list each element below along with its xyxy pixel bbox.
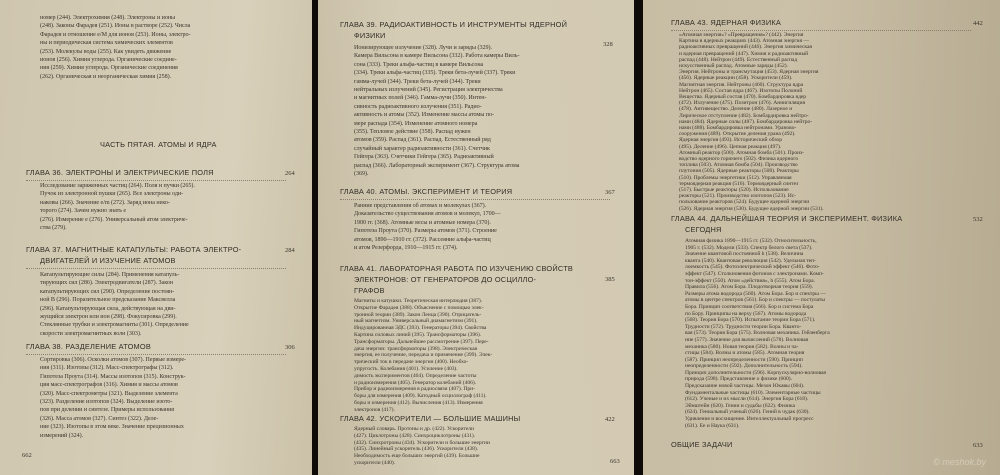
toc-line: Удивление и восхищение. Интеллектуальный прогресс [685,416,814,423]
toc-line: искусственный распад. Атомные заряды (452). [679,63,788,70]
toc-line: (253). Молекулы воды (255). Как увидеть движение [40,48,172,55]
page-number-left: 662 [22,452,32,459]
toc-line: боры и измерения (412). Вычисления (413). Измерения [354,399,483,406]
toc-line: трический ток в передаче энергии (400). Необхо- [354,359,469,366]
toc-line: кванта (540). Квантовая революция (542). Удельная теп- [685,257,816,264]
toc-line: (248). Законы Фарадея (251). Ионы в растворе (252). Числа [40,23,191,30]
toc-line: нейтральных излучений (345). Регистрация электричества [354,87,503,94]
chapter-42-page: 422 [605,416,615,423]
toc-line: Доказательство существования атомов и молекул, 1700— [354,211,501,218]
toc-line: (568). Теория Бора (570). Испытание теории Бора (571). [685,317,816,324]
toc-line: Картина силовых линий (395). Трансформаторы (396). [354,331,482,338]
chapter-40-title: ГЛАВА 40. АТОМЫ. ЭКСПЕРИМЕНТ И ТЕОРИЯ [340,187,513,196]
toc-line: тон-эффект (550). Атом «действия», h (555). Атом Бора. [685,277,815,284]
toc-line: жущийся электрон или ион (298). Фокусировка (299). [40,314,177,321]
chapter-41-title-2: ЭЛЕКТРОНОВ: ОТ ГЕНЕРАТОРОВ ДО ОСЦИЛЛО- [354,275,537,284]
chapter-42-text [354,426,619,467]
toc-line: сооружения (489). Открытие деления урана (492). [679,131,796,138]
chapter-40-text [354,202,619,252]
toc-line: Открытие Фарадея (388). Объяснение с помощью элек- [354,304,484,311]
toc-line: гамма-лучей (344). Треки бета-лучей (344). Треки [354,78,481,85]
toc-line: Предсказание новой частицы. Мезон Юкавы (604). [685,383,805,390]
toc-line: нами (488). Бомбардировка нейтронами. Ураново- [679,125,797,132]
toc-line: 1900 гг. (368). Атомные весы и атомные номера (370). [354,219,491,226]
toc-line: Атомный реактор (500). Атомная бомба (501). Произ- [679,149,804,156]
chapter-44-title-2: СЕГОДНЯ [685,225,722,234]
middle-page [318,0,634,475]
part-title: ЧАСТЬ ПЯТАЯ. АТОМЫ И ЯДРА [100,140,217,149]
toc-line: природа (598). Представление о физике (600). [685,376,792,383]
toc-line: (427). Циклотроны (428). Синхроциклотроны (431). [354,432,476,439]
toc-line: атомы в центре спектров (561). Бор и спектры — постулаты [685,297,825,304]
toc-line: Стеклянные трубки и электромагниты (301). Определение [40,322,189,329]
toc-line: атомов (359). Распад (361). Распад. Естественный ряд [354,137,491,144]
toc-line: активность и атомы (352). Изменение массы атомы по- [354,112,494,119]
chapter-39-text [354,44,619,179]
toc-line: Ионизирующее излучение (328). Лучи и заряды (329). [354,45,492,51]
toc-line: электронов (417). [354,406,395,413]
toc-line: упругость. Колебания (401). Усиление (403). [354,365,458,372]
toc-line: (612). Ученые и их мысли (614). Энергия Бора (618). [685,396,809,403]
watermark: © meshok.by [933,457,986,467]
toc-line: Энергия. Нейтроны и трансмутация (453). Ядерная энергия [679,69,819,76]
chapter-37-title-1: ГЛАВА 37. МАГНИТНЫЕ КАТАПУЛЬТЫ: РАБОТА ЭЛЕКТРО- [26,245,242,254]
toc-line: Эйнштейн (620). Гении и судьбы (622). Физика [685,402,795,409]
toc-line: ние (323). Изотопы в этом веке. Значение прецизионных [40,424,184,431]
general-tasks-page: 633 [973,442,983,449]
toc-line: Катапультирующие силы (284). Применения катапуль- [40,272,180,278]
toc-line: тронной теории (389). Закон Ленца (390). Отрицатель- [354,311,482,318]
toc-line: Вещества. Ядерный состав (470). Бомбардировка ядер [679,94,807,101]
toc-line: тирующих сил (286). Электродвигатели (287). Закон [40,280,174,287]
toc-line: боры для измерения (409). Катодный осциллограф (411). [354,393,487,400]
toc-line: пов при делении и синтезе. Примеры использования [40,407,175,414]
chapter-41-text [354,298,619,414]
toc-line: (472). Излучение (475). Позитрон (476). Аннигиляция [679,100,805,107]
toc-line: (587). Принцип неопределенности (590). Принцип [685,356,803,363]
toc-line: ния (259). Химия углерода. Органические соединения [40,65,178,72]
toc-line: ны и периодическая система химических элементов [40,40,173,47]
toc-line: (326). Масса атомов (327). Синтез (322). Деле- [40,415,159,422]
toc-line: (296). Катапультирующая сила, действующая на дви- [40,305,176,312]
toc-line: (435). Линейный ускоритель (436). Ускорители (438). [354,446,479,453]
page-number-middle: 663 [610,458,620,465]
toc-line: и радиоизмерения (405). Генератор колебаний (406). [354,379,477,386]
toc-line: плутония (505). Ядерные реакторы (508). Реакторы [679,168,799,175]
toc-line: (510). Проблемы энергетики (512). Управляемая [679,174,792,181]
toc-line: Картина в ядерных реакциях (443). Атомная энергия — [679,38,809,45]
toc-line: Магниты и катушки. Теоретическая интерлюдия (387). [354,298,483,304]
toc-line: (323). Разделение изотопов (324). Выделение изото- [40,399,173,406]
chapter-36-page: 264 [285,170,295,177]
toc-line: пользование реакторов (524). Будущее ядерной энергии [679,199,810,206]
toc-line: Трансформаторы. Дальнейшее рассмотрение (397). Пере- [354,338,489,345]
toc-line: ства (279). [40,225,67,232]
toc-line: Гипотеза Проута (314). Массы изотопов (315). Конструк- [40,373,186,380]
toc-line: (320). Масс-спектрометры (321). Выделение элемента [40,390,178,397]
toc-line: (334). Треки альфа-частиц (335). Треки бета-лучей (337). Треки [354,70,516,77]
toc-line: димость экспериментов (404). Определение частоты [354,372,477,379]
toc-line: Лирическое отступление (482). Бомбардировка нейтро- [679,112,809,119]
chapter-38-text [40,356,295,440]
toc-line: Ранние представления об атомах и молекулах (367). [354,203,487,209]
toc-line: атомов, 1890—1910 гг. (372). Рассеяние альфа-частиц [354,236,491,243]
toc-line: по Бору. Принципы на верху (567). Атомы водорода [685,310,807,317]
photo-gap [634,0,643,475]
chapter-37-rule [26,268,286,269]
toc-line: ионов (256). Химия углерода. Органические соедине- [40,57,177,64]
chapter-36-title: ГЛАВА 36. ЭЛЕКТРОНЫ И ЭЛЕКТРИЧЕСКИЕ ПОЛЯ [26,168,214,177]
toc-line: ния (311). Изотопы (312). Масс-спектрографы (312). [40,365,174,372]
toc-line: Камера Вильсона в камере Вильсона (332). Работа камеры Виль- [354,53,520,60]
chapter-43-text [679,32,979,212]
toc-line: (526). Ядерная энергия (530). Будущее ядерной энергии (531). [679,205,824,212]
toc-line: Ядерный словарь. Протоны и др. (422). Ускорители [354,426,474,432]
toc-line: вая (573). Теория Бора (575). Волновая механика. Гейзенберга [685,330,830,337]
toc-line: ция масс-спектрографов (316). Химия и массы атомов [40,382,178,389]
page1-top-block [40,14,300,81]
toc-line: (478). Антивещество. Деление (480). Лазерное и [679,106,793,113]
toc-line: термоядерная реакция (516). Термоядерный синтез [679,180,799,187]
left-page [0,0,312,475]
toc-line: 1905 г. (532). Модели (533). Спектр белого света (537). [685,244,813,251]
toc-line: реакторы (521). Производство изотопов (523). Ис- [679,193,796,200]
toc-line: Трудности (572). Трудности теории Бора. Кванто- [685,323,802,330]
toc-line: ускорители (440). [354,459,396,466]
chapter-37-title-2: ДВИГАТЕЛЕЙ И ИЗУЧЕНИЕ АТОМОВ [40,256,176,265]
toc-line: Принцип дополнительности (596). Корпускулярно-волновая [685,369,826,376]
chapter-44-text [685,238,980,429]
chapter-38-title: ГЛАВА 38. РАЗДЕЛЕНИЕ АТОМОВ [26,342,151,351]
chapter-41-page: 385 [605,276,615,283]
toc-line: (631). Ее и Наука (631). [685,422,740,429]
toc-line: Размеры атома водорода (560). Атом Бора. Бор и спектры — [685,290,826,297]
toc-line: (456). Ядерные реакции (458). Ускорители (459). [679,75,793,82]
chapter-41-title-3: ГРАФОВ [354,286,385,295]
toc-line: измерений (324). [40,432,84,439]
toc-line: (262). Органическая и неорганическая химия (258). [40,73,172,80]
toc-line: Гейгера (363). Счетчики Гейгера (365). Радиоактивный [354,154,494,161]
toc-line: (495). Деление (496). Цепная реакция (497). [679,143,782,150]
chapter-38-page: 306 [285,344,295,351]
toc-line: нами (484). Ядерные силы (487). Бомбардировка нейтро- [679,118,813,125]
toc-line: механика (580). Новая теория (582). Волны и ча- [685,343,799,350]
chapter-37-text [40,271,295,338]
toc-line: и ядерная превращений (447). Химия и радиоактивный [679,50,809,57]
toc-line: «Атомная энергия»? «Превращения»? (442). Энергия [679,32,804,38]
chapter-43-title: ГЛАВА 43. ЯДЕРНАЯ ФИЗИКА [671,18,781,27]
toc-line: Необходимость еще больших энергий (439). Большие [354,453,480,460]
toc-line: распад (448). Нейтрон (449). Естественный распад [679,56,798,63]
chapter-36-rule [26,180,286,181]
toc-line: торого (274). Зачем нужно знать e [40,208,127,215]
toc-line: Бора. Принцип соответствия (566). Бор и система Бора [685,303,814,310]
chapter-42-title: ГЛАВА 42. УСКОРИТЕЛИ — БОЛЬШИЕ МАШИНЫ [340,414,521,423]
toc-line: энергия, ее получение, передача и применение (399). Элек- [354,352,493,359]
toc-line: стицы (584). Волны и атомы (585). Атомная теория [685,350,805,357]
toc-line: Фундаментальные частицы (610). Элементарные частицы [685,389,821,396]
toc-line: Прибор и радиоизмерения в радиосвязи (407). При- [354,386,475,393]
toc-line: (432). Синхротроны (434). Ускорители и большие энергии [354,439,490,446]
chapter-39-title-1: ГЛАВА 39. РАДИОАКТИВНОСТЬ И ИНСТРУМЕНТЫ ЯДЕРНОЙ [340,20,568,29]
toc-line: скорости электромагнитных волн (303). [40,330,142,337]
chapter-38-rule [26,354,286,355]
toc-line: Сортировка (306). Осколки атомов (307). Первые измере- [40,357,187,363]
chapter-41-title-1: ГЛАВА 41. ЛАБОРАТОРНАЯ РАБОТА ПО ИЗУЧЕНИЮ СВОЙСТВ [340,264,574,273]
toc-line: (276). Измерение e (276). Универсальный атом электриче- [40,216,188,223]
toc-line: неопределенности (592). Дополнительность (594). [685,363,803,370]
chapter-44-page: 532 [973,216,983,223]
toc-line: эффект (547). Столкновения фотонов с электронами. Комп- [685,270,824,277]
toc-line: (355). Тепловое действие (358). Распад нужен [354,129,471,136]
toc-line: (369). [354,171,369,178]
toc-line: радиоактивных превращений (446). Энергия химическая [679,44,812,51]
toc-line: Ядерная энергия (493). Исторический обзор [679,137,783,144]
toc-line: Индуцированная ЭДС (393). Генераторы (394). Свойства [354,325,487,332]
toc-line: ной B (296). Поразительное предсказание Максвелла [40,297,176,304]
toc-line: катапультирующих сил (290). Определение постоян- [40,288,175,295]
toc-line: топлива (503). Атомная бомба (504). Производство [679,162,798,169]
chapter-43-rule [671,30,971,31]
chapter-39-title-2: ФИЗИКИ [354,31,386,40]
toc-line: Пучок из электронной пушки (265). Все электроны оди- [40,191,184,198]
toc-line: лоемкость (545). Фотоэлектрический эффект (546). Фото- [685,264,820,271]
toc-line: водство ядерного горючего (502). Физика ядерного [679,156,799,163]
toc-line: распад (366). Лабораторный эксперимент (367). Структура атома [354,162,520,169]
toc-line: и атом Резерфорда, 1910—1915 гг. (374). [354,245,458,252]
toc-line: Нейтрон (465). Состав ядра (467). Изотопы Полоний [679,87,803,94]
toc-line: номер (244). Электрохимия (248). Электроны и ионы [40,15,176,21]
toc-line: сивность радиоактивного излучения (351). Радио- [354,103,482,110]
chapter-40-page: 367 [605,189,615,196]
chapter-43-page: 442 [973,20,983,27]
toc-line: и магнитных полей (346). Гамма-лучи (350). Интен- [354,95,487,102]
chapter-36-text [40,182,295,232]
toc-line: Гипотеза Проута (370). Размеры атомов (371). Строение [354,228,497,235]
toc-line: Фарадея и отношение e/M для ионов (253). Ионы, электро- [40,31,191,38]
toc-line: Магнитная энергия. Нейтроны (460). Структура ядра [679,81,804,88]
general-tasks-title: ОБЩИЕ ЗАДАЧИ [671,440,733,449]
toc-line: Атомная физика 1890—1915 гг. (532). Относительность, [685,238,817,244]
right-page [643,0,1000,475]
toc-line: Правила (556). Атом Бора. Плодотворная теория (559). [685,284,813,291]
toc-line: Исследование заряженных частиц (264). Поля и пучки (265). [40,183,195,189]
chapter-39-page: 328 [603,41,613,48]
toc-line: Значение квантовой постоянной h (538). Величина [685,251,804,258]
toc-line: (517). Быстрые реакторы (520). Использование [679,187,789,194]
toc-line: наковы (266). Значение e/m (272). Заряд иона неко- [40,199,170,206]
toc-line: ный магнетизм. Универсальный диамагнетизм (391). [354,318,478,325]
toc-line: (624). Гениальный ученый (626). Гений в чудак (630). [685,409,810,416]
toc-line: сона (333). Треки альфа-частиц в камере Вильсона [354,61,484,68]
chapter-44-title-1: ГЛАВА 44. ДАЛЬНЕЙШАЯ ТЕОРИЯ И ЭКСПЕРИМЕНТ. ФИЗИКА [671,214,903,223]
toc-line: ние (577). Значение для вычислений (578). Волновая [685,336,809,343]
chapter-37-page: 284 [285,247,295,254]
toc-line: дача энергии: трансформаторы (398). Электрическая [354,345,478,352]
chapter-40-rule [340,199,610,200]
toc-line: мере распада (354). Изменение атомного номера [354,120,478,127]
toc-line: случайный характер радиоактивности (361). Счетчик [354,145,490,152]
